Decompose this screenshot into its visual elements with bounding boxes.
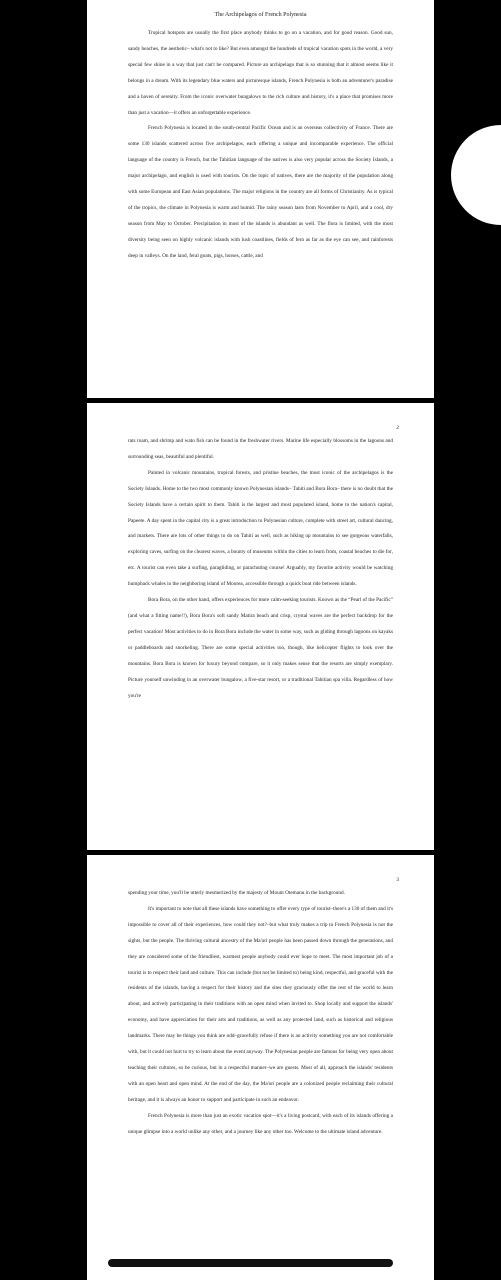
- page-number: 2: [396, 425, 399, 431]
- home-indicator[interactable]: [108, 1259, 393, 1267]
- paragraph: spending your time, you'll be utterly mesmerized by the majesty of Mount Otemanu in the background.: [128, 890, 345, 896]
- document-page-1: [87, 0, 434, 398]
- paragraph: rats roam, and shrimp and wato fish can be found in the freshwater rivers. Marine life especially blossoms in the lagoons and surrounding seas, beautiful and plentiful.: [128, 438, 393, 460]
- paragraph: French Polynesia is more than just an exotic vacation spot—it's a living postcard, with each of its islands offering a unique glimpse into a world unlike any other, and a journey like any other too. Welcome to the ultimate island adventure.: [128, 1112, 393, 1135]
- paragraph: French Polynesia is located in the south-central Pacific Ocean and is an overseas collectivity of France. There are some 130 islands scattered across five archipelagos, each offering a unique and incomparable experience. The official language of the country is French, but the Tahitian language of the natives is also very popular across the Society Islands, a major archipelago, and english is used with tourists. On the topic of natives, there are the majority of the population along with some European and East Asian populations. The major religions in the country are all forms of Christianity. As is typical of the tropics, the climate in Polynesia is warm and humid. The rainy season lasts from November to April, and a cool, dry season from May to October. Precipitation in most of the islands is abundant as well. The flora is limited, with the most diversity being seen on highly volcanic islands with lush coastlines, fields of fern as far as the eye can see, and rainforests deep in valleys. On the land, feral goats, pigs, horses, cattle, and: [128, 125, 393, 259]
- page-number: 3: [396, 877, 399, 883]
- paragraph: Painted in volcanic mountains, tropical forests, and pristine beaches, the most iconic of the archipelagos is the Society Islands. Home to the two most commonly known Polynesian islands– Tahiti and Bora Bora– there is no doubt that the Society Islands have a certain spirit to them. Tahiti is the largest and most populated island, home to the nation's capital, Papeete. A day spent in the capital city is a great introduction to Polynesian culture, complete with street art, cultural dancing, and markets. There are lots of other things to do on Tahiti as well, such as hiking up mountains to see gorgeous waterfalls, exploring caves, surfing on the clearest waves, a bounty of museums within the cities to learn from, coastal beaches to die for, etc. A tourist can even take a surfing, paragliding, or parachuting course! Arguably, my favorite activity would be watching humpback whales in the neighboring island of Moorea, accessible through a quick boat ride between islands.: [128, 469, 393, 588]
- document-title: The Archipelagos of French Polynesia: [214, 12, 307, 18]
- paragraph: It's important to note that all these islands have something to offer every type of tourist–there's a 130 of them and it's impossible to cover all of their experiences, how could they not?–but what truly makes a trip to French Polynesia is not the sights, but the people. The thriving cultural ancestry of the Ma'ori people has been passed down through the generations, and they are considered some of the friendliest, warmest people anybody could ever hope to meet. The most important job of a tourist is to respect their land and culture. This can include (but not be limited to) being kind, respectful, and graceful with the residents of the islands, having a respect for their history and the sites they graciously offer the rest of the world to learn about, and actively participating in their traditions with an open mind when invited to. Shop locally and support the islands' economy, and have appreciation for their arts and traditions, as well as any protected land, such as historical and religious landmarks. There may be things you think are odd–gracefully refuse if there is an activity something you are not comfortable with, but it could not hurt to try to learn about the event anyway. The Polynesian people are famous for being very open about teaching their cultures, so be curious, but in a respectful manner–we are guests. Most of all, approach the islands' residents with an open heart and open mind. At the end of the day, the Ma'ori people are a colonized people reclaiming their cultural heritage, and it is always an honor to support and participate in such an endeavor.: [128, 905, 393, 1103]
- document-page-3: [87, 855, 434, 1280]
- floating-button[interactable]: [451, 125, 501, 225]
- document-page-2: [87, 403, 434, 850]
- paragraph: Bora Bora, on the other hand, offers experiences for more calm-seeking tourists. Known as the “Pearl of the Pacific” (and what a fitting name!!), Bora Bora's soft sandy Matira beach and crisp, crystal waves are the perfect backdrop for the perfect vacation! Most activities to do in Bora Bora include the water in some way, such as gliding through lagoons on kayaks or paddleboards and snorkeling. There are some special activities too, though, like helicopter flights to look over the mountains. Bora Bora is known for luxury beyond compare, so it only makes sense that the resorts are simply exemplary. Picture yourself unwinding in an overwater bungalow, a five-star resort, or a traditional Tahitian spa villa. Regardless of how you're: [128, 597, 394, 699]
- paragraph: Tropical hotspots are usually the first place anybody thinks to go on a vacation, and for good reason. Good sun, sandy beaches, the aesthetic– what's not to like? But even amongst the hundreds of tropical vacation spots in the world, a very special few shine in a way that just can't be compared. Picture an archipelago that is so stunning that it almost seems like it belongs in a dream. With its legendary blue waters and picturesque islands, French Polynesia is both an adventurer's paradise and a haven of serenity. From the iconic overwater bungalows to the rich culture and history, it's a place that promises more than just a vacation—it offers an unforgettable experience.: [128, 30, 393, 116]
